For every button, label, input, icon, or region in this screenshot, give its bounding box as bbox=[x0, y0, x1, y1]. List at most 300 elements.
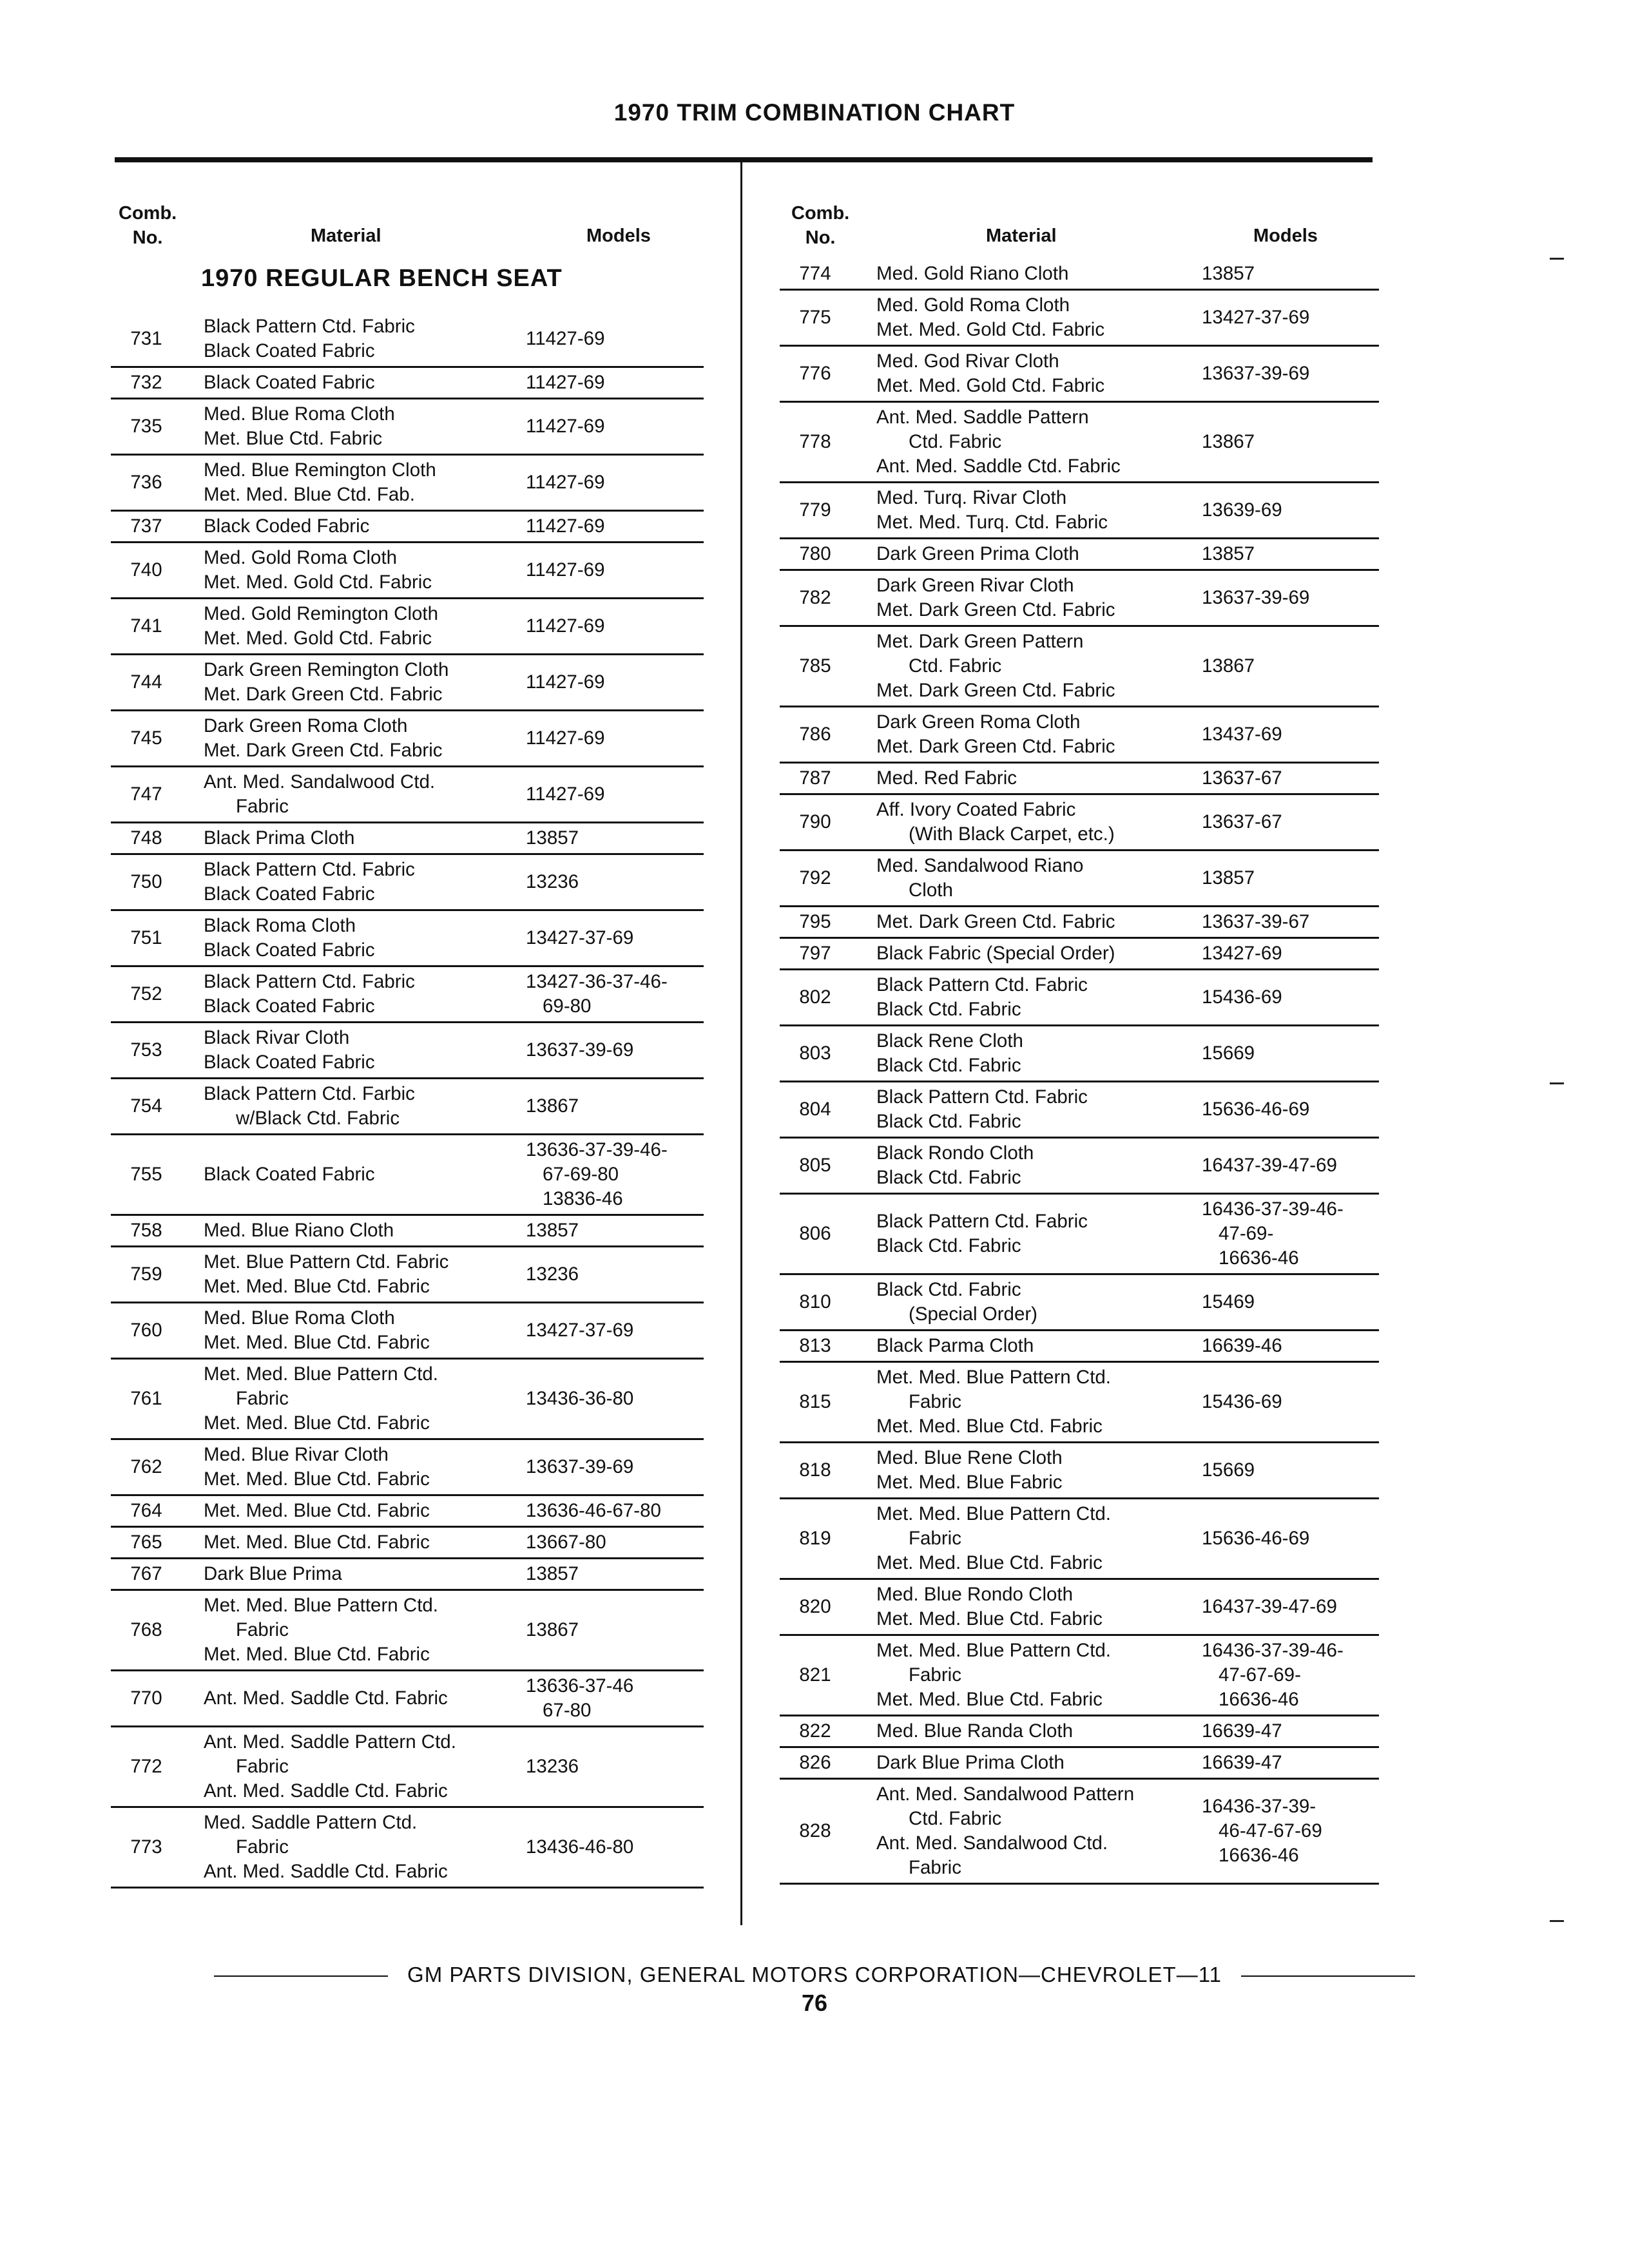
material-line: Med. Turq. Rivar Cloth bbox=[876, 487, 1067, 508]
comb-number: 795 bbox=[799, 911, 831, 932]
models-cell bbox=[1202, 1197, 1379, 1271]
table-row bbox=[111, 543, 704, 599]
footer-text: GM PARTS DIVISION, GENERAL MOTORS CORPORATION—CHEVROLET—11 bbox=[407, 1963, 1222, 1986]
material-cell bbox=[182, 1562, 526, 1586]
material-line: Ant. Med. Sandalwood Ctd. bbox=[204, 771, 436, 793]
material-line: Black Coated Fabric bbox=[204, 1052, 375, 1073]
material-line: Med. Blue Roma Cloth bbox=[204, 1307, 395, 1329]
models-cell bbox=[1202, 1639, 1379, 1712]
material-cell bbox=[182, 1686, 526, 1711]
table-row bbox=[780, 1716, 1379, 1748]
comb-number: 765 bbox=[130, 1532, 162, 1553]
table-row bbox=[111, 1671, 704, 1727]
models-cell bbox=[526, 1674, 704, 1723]
models-line: 13639-69 bbox=[1202, 499, 1282, 521]
models-line: 15436-69 bbox=[1202, 986, 1282, 1008]
comb-number: 754 bbox=[130, 1095, 162, 1117]
material-line: Black Fabric (Special Order) bbox=[876, 943, 1115, 964]
material-line: Met. Med. Blue Ctd. Fabric bbox=[204, 1468, 430, 1490]
comb-number: 775 bbox=[799, 307, 831, 328]
comb-number: 731 bbox=[130, 328, 162, 349]
comb-number: 787 bbox=[799, 767, 831, 789]
material-cell bbox=[851, 293, 1202, 342]
models-line: 13427-37-69 bbox=[526, 1320, 634, 1341]
comb-number: 806 bbox=[799, 1223, 831, 1244]
comb-number: 753 bbox=[130, 1039, 162, 1061]
material-cell bbox=[182, 1811, 526, 1884]
models-line: 13857 bbox=[526, 827, 579, 849]
material-line: (With Black Carpet, etc.) bbox=[909, 823, 1115, 845]
table-row bbox=[111, 1808, 704, 1888]
left-table bbox=[111, 162, 704, 1888]
right-table bbox=[780, 162, 1379, 1885]
table-row bbox=[111, 399, 704, 456]
material-line: Met. Blue Ctd. Fabric bbox=[204, 428, 383, 449]
material-line: Black Ctd. Fabric bbox=[876, 1055, 1021, 1076]
material-cell bbox=[851, 1209, 1202, 1258]
material-line: Met. Med. Blue Ctd. Fabric bbox=[876, 1608, 1103, 1629]
models-line: 15469 bbox=[1202, 1291, 1255, 1312]
table-row bbox=[111, 512, 704, 543]
material-line: Dark Green Remington Cloth bbox=[204, 659, 449, 680]
models-line: 16639-46 bbox=[1202, 1335, 1282, 1356]
models-cell bbox=[1202, 1041, 1379, 1066]
models-line: 13427-37-69 bbox=[1202, 307, 1310, 328]
comb-number: 755 bbox=[130, 1164, 162, 1185]
models-line: 11427-69 bbox=[526, 783, 605, 805]
material-line: Met. Med. Blue Ctd. Fabric bbox=[204, 1644, 430, 1665]
comb-number: 810 bbox=[799, 1291, 831, 1312]
comb-number: 732 bbox=[130, 372, 162, 393]
table-row bbox=[780, 571, 1379, 627]
comb-number: 803 bbox=[799, 1043, 831, 1064]
material-line: Black Coated Fabric bbox=[204, 939, 375, 961]
comb-number: 786 bbox=[799, 724, 831, 745]
material-line: Black Rene Cloth bbox=[876, 1030, 1023, 1052]
models-line: 13867 bbox=[526, 1095, 579, 1117]
material-cell bbox=[851, 854, 1202, 903]
table-row bbox=[780, 1275, 1379, 1331]
material-line: Black Rondo Cloth bbox=[876, 1142, 1034, 1164]
left-table-header bbox=[111, 162, 704, 259]
material-cell bbox=[182, 514, 526, 539]
material-line: Dark Green Prima Cloth bbox=[876, 543, 1079, 564]
table-row bbox=[111, 1496, 704, 1528]
models-cell bbox=[1202, 542, 1379, 566]
material-line: Black Ctd. Fabric bbox=[876, 1111, 1021, 1132]
table-row bbox=[780, 291, 1379, 347]
material-line: Med. Red Fabric bbox=[876, 767, 1017, 789]
models-line: 13857 bbox=[526, 1563, 579, 1584]
models-cell bbox=[1202, 1751, 1379, 1775]
material-line: Aff. Ivory Coated Fabric bbox=[876, 799, 1076, 820]
models-line: 13667-80 bbox=[526, 1532, 606, 1553]
material-line: Black Pattern Ctd. Fabric bbox=[204, 316, 415, 337]
material-line: Black Prima Cloth bbox=[204, 827, 355, 849]
table-row bbox=[780, 483, 1379, 539]
models-cell bbox=[1202, 262, 1379, 286]
material-cell bbox=[851, 629, 1202, 703]
models-line: 11427-69 bbox=[526, 559, 605, 581]
material-line: Met. Dark Green Ctd. Fabric bbox=[876, 680, 1115, 701]
models-line: 13236 bbox=[526, 1264, 579, 1285]
material-cell bbox=[851, 1365, 1202, 1439]
material-line: Met. Dark Green Ctd. Fabric bbox=[204, 740, 443, 761]
models-line: 13636-37-39-46- bbox=[526, 1139, 668, 1160]
models-cell bbox=[526, 1387, 704, 1411]
material-cell bbox=[182, 1218, 526, 1243]
material-line: Ant. Med. Saddle Ctd. Fabric bbox=[204, 1687, 448, 1709]
comb-number: 773 bbox=[130, 1836, 162, 1858]
material-cell bbox=[851, 1278, 1202, 1327]
models-line: 16636-46 bbox=[1219, 1845, 1299, 1866]
comb-number: 737 bbox=[130, 515, 162, 537]
table-row bbox=[780, 764, 1379, 795]
footer bbox=[0, 1963, 1629, 1987]
table-row bbox=[111, 1216, 704, 1247]
comb-number: 818 bbox=[799, 1459, 831, 1481]
material-line: Med. Blue Rivar Cloth bbox=[204, 1444, 389, 1465]
material-line: Ant. Med. Saddle Ctd. Fabric bbox=[876, 456, 1121, 477]
material-line: Ant. Med. Saddle Pattern Ctd. bbox=[204, 1731, 456, 1753]
models-line: 11427-69 bbox=[526, 416, 605, 437]
left-rows bbox=[111, 312, 704, 1888]
comb-number: 768 bbox=[130, 1619, 162, 1640]
material-line: Met. Med. Blue Ctd. Fab. bbox=[204, 484, 415, 505]
models-cell bbox=[1202, 766, 1379, 791]
material-line: Met. Med. Blue Ctd. Fabric bbox=[204, 1332, 430, 1353]
models-cell bbox=[1202, 910, 1379, 934]
models-line: 11427-69 bbox=[526, 472, 605, 493]
footer-rule-right bbox=[1241, 1975, 1415, 1977]
models-cell bbox=[526, 1499, 704, 1523]
models-cell bbox=[1202, 1526, 1379, 1551]
material-cell bbox=[182, 1162, 526, 1187]
material-line: Dark Green Rivar Cloth bbox=[876, 575, 1074, 596]
comb-number: 785 bbox=[799, 655, 831, 677]
material-cell bbox=[851, 766, 1202, 791]
comb-number: 740 bbox=[130, 559, 162, 581]
models-cell bbox=[1202, 941, 1379, 966]
models-line: 16437-39-47-69 bbox=[1202, 1596, 1337, 1617]
material-line: Med. Blue Rondo Cloth bbox=[876, 1584, 1074, 1605]
page-number: 76 bbox=[801, 1990, 828, 2016]
material-cell bbox=[851, 1502, 1202, 1575]
material-line: Ctd. Fabric bbox=[909, 431, 1002, 452]
models-line: 15436-69 bbox=[1202, 1391, 1282, 1412]
material-line: Med. Saddle Pattern Ctd. bbox=[204, 1812, 418, 1833]
table-row bbox=[111, 655, 704, 711]
material-cell bbox=[182, 770, 526, 819]
material-line: Met. Med. Blue Ctd. Fabric bbox=[204, 1276, 430, 1297]
models-line: 11427-69 bbox=[526, 515, 605, 537]
material-cell bbox=[182, 1026, 526, 1075]
comb-number: 797 bbox=[799, 943, 831, 964]
material-cell bbox=[182, 658, 526, 707]
models-line: 11427-69 bbox=[526, 727, 605, 749]
material-cell bbox=[851, 1751, 1202, 1775]
material-cell bbox=[182, 1306, 526, 1355]
material-line: Met. Med. Blue Pattern Ctd. bbox=[876, 1640, 1111, 1661]
models-cell bbox=[526, 1138, 704, 1211]
table-row bbox=[780, 1443, 1379, 1499]
table-row bbox=[111, 1440, 704, 1496]
comb-number: 820 bbox=[799, 1596, 831, 1617]
models-cell bbox=[526, 370, 704, 395]
material-line: Black Pattern Ctd. Fabric bbox=[876, 1211, 1088, 1232]
material-line: Met. Med. Blue Pattern Ctd. bbox=[876, 1367, 1111, 1388]
material-line: Med. Gold Remington Cloth bbox=[204, 603, 439, 624]
table-row bbox=[111, 967, 704, 1023]
material-line: Dark Blue Prima bbox=[204, 1563, 342, 1584]
comb-no-header bbox=[791, 201, 849, 250]
models-line: 16636-46 bbox=[1219, 1689, 1299, 1710]
comb-header-line2: No. bbox=[132, 227, 163, 248]
material-cell bbox=[851, 1029, 1202, 1078]
table-row bbox=[780, 907, 1379, 939]
models-cell bbox=[526, 1218, 704, 1243]
material-line: (Special Order) bbox=[909, 1303, 1038, 1325]
models-line: 15669 bbox=[1202, 1043, 1255, 1064]
comb-number: 826 bbox=[799, 1752, 831, 1773]
table-row bbox=[780, 1636, 1379, 1716]
table-row bbox=[780, 851, 1379, 907]
table-row bbox=[780, 259, 1379, 291]
models-line: 16436-37-39-46- bbox=[1202, 1640, 1344, 1661]
comb-header-line1: Comb. bbox=[791, 203, 850, 224]
table-row bbox=[780, 539, 1379, 571]
models-line: 13867 bbox=[526, 1619, 579, 1640]
table-row bbox=[111, 1559, 704, 1591]
models-line: 47-69- bbox=[1219, 1223, 1274, 1244]
models-line: 13637-39-69 bbox=[526, 1039, 634, 1061]
comb-number: 745 bbox=[130, 727, 162, 749]
models-line: 13637-67 bbox=[1202, 811, 1282, 832]
material-cell bbox=[182, 314, 526, 363]
models-line: 16437-39-47-69 bbox=[1202, 1155, 1337, 1176]
material-line: Black Pattern Ctd. Fabric bbox=[876, 974, 1088, 995]
comb-number: 748 bbox=[130, 827, 162, 849]
table-row bbox=[111, 368, 704, 399]
models-cell bbox=[526, 1262, 704, 1287]
models-line: 11427-69 bbox=[526, 372, 605, 393]
material-line: Ant. Med. Sandalwood Pattern bbox=[876, 1783, 1135, 1805]
material-cell bbox=[182, 1730, 526, 1803]
material-line: w/Black Ctd. Fabric bbox=[236, 1108, 400, 1129]
material-line: Fabric bbox=[236, 1836, 289, 1858]
models-line: 15636-46-69 bbox=[1202, 1099, 1310, 1120]
material-cell bbox=[851, 1141, 1202, 1190]
comb-number: 747 bbox=[130, 783, 162, 805]
material-line: Met. Dark Green Ctd. Fabric bbox=[876, 599, 1115, 620]
material-line: Fabric bbox=[236, 1619, 289, 1640]
material-cell bbox=[851, 1782, 1202, 1880]
material-line: Black Ctd. Fabric bbox=[876, 1167, 1021, 1188]
comb-number: 792 bbox=[799, 867, 831, 889]
comb-number: 815 bbox=[799, 1391, 831, 1412]
comb-number: 782 bbox=[799, 587, 831, 608]
material-line: Met. Med. Blue Ctd. Fabric bbox=[876, 1689, 1103, 1710]
material-cell bbox=[182, 546, 526, 595]
models-cell bbox=[1202, 1334, 1379, 1358]
material-line: Black Parma Cloth bbox=[876, 1335, 1034, 1356]
material-line: Ant. Med. Sandalwood Ctd. bbox=[876, 1832, 1108, 1854]
material-line: Fabric bbox=[909, 1857, 961, 1878]
models-cell bbox=[1202, 866, 1379, 890]
material-line: Med. Sandalwood Riano bbox=[876, 855, 1084, 876]
material-cell bbox=[851, 910, 1202, 934]
table-row bbox=[780, 939, 1379, 970]
comb-number: 776 bbox=[799, 363, 831, 384]
table-row bbox=[111, 1079, 704, 1135]
comb-number: 802 bbox=[799, 986, 831, 1008]
material-line: Dark Green Roma Cloth bbox=[204, 715, 408, 736]
models-cell bbox=[1202, 1290, 1379, 1314]
material-line: Ctd. Fabric bbox=[909, 655, 1002, 677]
material-line: Cloth bbox=[909, 879, 953, 901]
material-line: Med. Blue Rene Cloth bbox=[876, 1447, 1063, 1468]
material-line: Met. Med. Blue Pattern Ctd. bbox=[876, 1503, 1111, 1524]
models-cell bbox=[526, 970, 704, 1019]
material-cell bbox=[851, 1334, 1202, 1358]
comb-number: 774 bbox=[799, 263, 831, 284]
comb-number: 822 bbox=[799, 1720, 831, 1742]
comb-number: 772 bbox=[130, 1756, 162, 1777]
material-cell bbox=[851, 941, 1202, 966]
material-cell bbox=[182, 1362, 526, 1436]
material-line: Med. Blue Roma Cloth bbox=[204, 403, 395, 425]
material-line: Black Ctd. Fabric bbox=[876, 1279, 1021, 1300]
table-row bbox=[111, 911, 704, 967]
material-line: Met. Med. Gold Ctd. Fabric bbox=[204, 572, 432, 593]
material-line: Fabric bbox=[236, 796, 289, 817]
material-cell bbox=[851, 573, 1202, 622]
material-cell bbox=[182, 402, 526, 451]
material-line: Fabric bbox=[909, 1664, 961, 1686]
page-title: 1970 TRIM COMBINATION CHART bbox=[613, 99, 1016, 126]
material-line: Med. Blue Remington Cloth bbox=[204, 459, 436, 481]
table-row bbox=[780, 1499, 1379, 1580]
table-row bbox=[780, 1580, 1379, 1636]
models-header: Models bbox=[1253, 226, 1318, 246]
models-cell bbox=[526, 826, 704, 850]
margin-tick bbox=[1550, 1920, 1564, 1922]
models-cell bbox=[526, 726, 704, 751]
top-rule bbox=[115, 157, 1373, 162]
material-cell bbox=[182, 1499, 526, 1523]
material-cell bbox=[182, 914, 526, 963]
footer-rule-left bbox=[214, 1975, 388, 1977]
table-row bbox=[780, 1082, 1379, 1139]
table-row bbox=[780, 707, 1379, 764]
comb-number: 779 bbox=[799, 499, 831, 521]
models-cell bbox=[526, 670, 704, 695]
margin-tick bbox=[1550, 258, 1564, 260]
comb-number: 744 bbox=[130, 671, 162, 693]
comb-number: 805 bbox=[799, 1155, 831, 1176]
material-line: Met. Med. Blue Pattern Ctd. bbox=[204, 1595, 438, 1616]
comb-number: 762 bbox=[130, 1456, 162, 1477]
material-cell bbox=[851, 1085, 1202, 1134]
column-divider bbox=[740, 162, 742, 1925]
models-line: 13637-67 bbox=[1202, 767, 1282, 789]
models-line: 16436-37-39- bbox=[1202, 1796, 1316, 1817]
material-line: Black Coated Fabric bbox=[204, 1164, 375, 1185]
material-line: Met. Med. Blue Pattern Ctd. bbox=[204, 1363, 438, 1385]
table-row bbox=[780, 347, 1379, 403]
material-line: Dark Green Roma Cloth bbox=[876, 711, 1081, 733]
models-line: 16436-37-39-46- bbox=[1202, 1198, 1344, 1220]
models-cell bbox=[526, 782, 704, 807]
comb-number: 741 bbox=[130, 615, 162, 637]
material-line: Met. Med. Blue Fabric bbox=[876, 1472, 1063, 1493]
models-line: 13436-46-80 bbox=[526, 1836, 634, 1858]
material-cell bbox=[851, 1719, 1202, 1744]
models-cell bbox=[1202, 1390, 1379, 1414]
table-row bbox=[780, 1748, 1379, 1780]
comb-header-line1: Comb. bbox=[119, 203, 177, 224]
table-row bbox=[780, 1195, 1379, 1275]
models-cell bbox=[1202, 498, 1379, 523]
models-line: 13636-37-46 bbox=[526, 1675, 634, 1696]
table-row bbox=[111, 711, 704, 767]
models-cell bbox=[526, 1618, 704, 1642]
material-line: Ctd. Fabric bbox=[909, 1808, 1002, 1829]
material-line: Met. Blue Pattern Ctd. Fabric bbox=[204, 1251, 449, 1273]
material-line: Black Coded Fabric bbox=[204, 515, 370, 537]
table-row bbox=[111, 1727, 704, 1808]
models-cell bbox=[526, 1835, 704, 1860]
comb-number: 828 bbox=[799, 1820, 831, 1841]
material-line: Black Coated Fabric bbox=[204, 995, 375, 1017]
models-cell bbox=[526, 514, 704, 539]
material-line: Ant. Med. Saddle Ctd. Fabric bbox=[204, 1861, 448, 1882]
material-line: Black Pattern Ctd. Fabric bbox=[204, 859, 415, 880]
comb-header-line2: No. bbox=[805, 227, 836, 248]
comb-number: 760 bbox=[130, 1320, 162, 1341]
models-line: 13427-69 bbox=[1202, 943, 1282, 964]
material-line: Med. Gold Roma Cloth bbox=[204, 547, 398, 568]
material-line: Fabric bbox=[909, 1528, 961, 1549]
models-line: 67-80 bbox=[543, 1700, 592, 1721]
comb-number: 750 bbox=[130, 871, 162, 892]
material-line: Med. Gold Roma Cloth bbox=[876, 294, 1070, 316]
material-cell bbox=[851, 798, 1202, 847]
material-line: Fabric bbox=[236, 1388, 289, 1409]
material-line: Black Rivar Cloth bbox=[204, 1027, 350, 1048]
models-cell bbox=[526, 926, 704, 950]
models-cell bbox=[526, 1038, 704, 1062]
comb-number: 790 bbox=[799, 811, 831, 832]
material-line: Met. Med. Gold Ctd. Fabric bbox=[876, 375, 1105, 396]
material-cell bbox=[182, 602, 526, 651]
models-cell bbox=[1202, 722, 1379, 747]
models-cell bbox=[526, 414, 704, 439]
material-header: Material bbox=[311, 226, 381, 246]
models-line: 16636-46 bbox=[1219, 1247, 1299, 1269]
material-cell bbox=[182, 1593, 526, 1667]
material-line: Met. Med. Blue Ctd. Fabric bbox=[204, 1500, 430, 1521]
table-row bbox=[111, 1528, 704, 1559]
material-cell bbox=[851, 710, 1202, 759]
material-cell bbox=[182, 714, 526, 763]
right-rows bbox=[780, 259, 1379, 1885]
models-line: 13637-39-69 bbox=[526, 1456, 634, 1477]
models-line: 13236 bbox=[526, 871, 579, 892]
material-cell bbox=[851, 973, 1202, 1022]
models-line: 13427-36-37-46- bbox=[526, 971, 668, 992]
models-line: 13836-46 bbox=[543, 1188, 623, 1209]
